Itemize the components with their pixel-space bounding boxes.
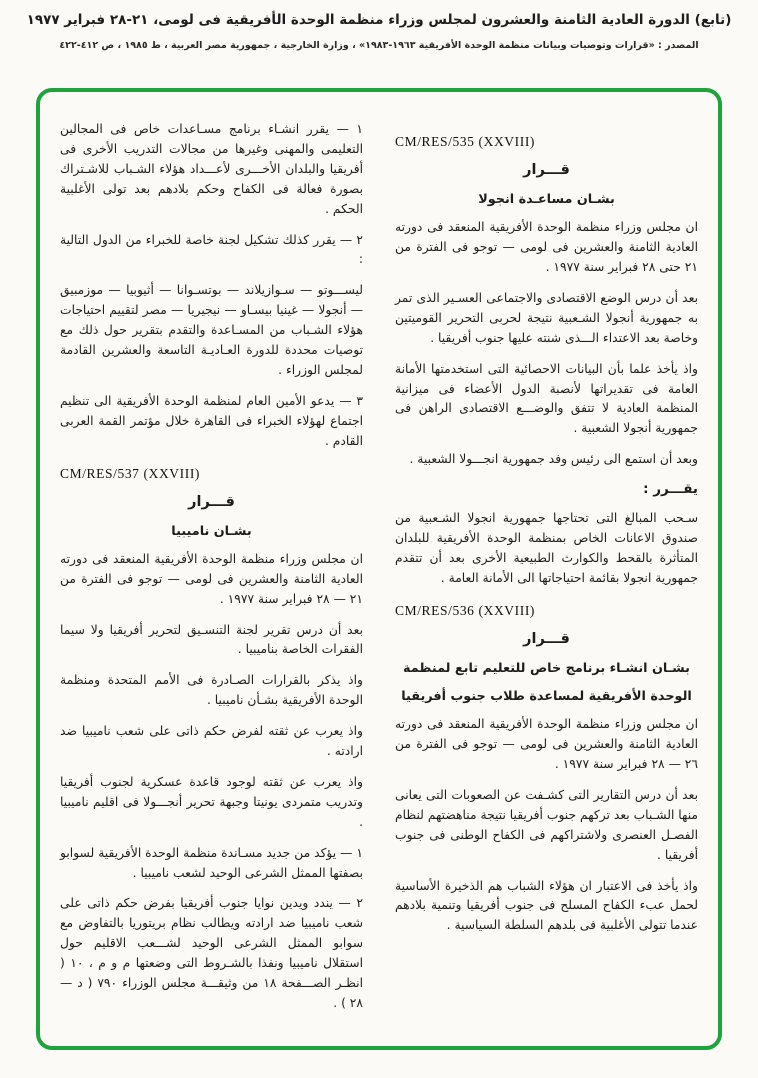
resolution-code: CM/RES/536 (XXVIII): [395, 602, 536, 618]
resolution-title: قـــرار: [188, 493, 235, 510]
header-source-line: المصدر : «قرارات وتوصيات وبيانات منظمة الوحدة الأفريقية ١٩٦٣-١٩٨٣» ، وزارة الخارجية ، جمهورية مصر العربية ، ط ١٩٨٥ ، ص ٤١٢-٤٢٢: [59, 40, 699, 51]
column-right: [395, 120, 698, 1026]
paragraph: بعد أن درس تقرير لجنة التنسـيق لتحرير أفريقيا ولا سيما الفقرات الخاصة بناميبيا .: [60, 622, 363, 657]
column-left: [60, 120, 363, 1026]
paragraph: واذ يعرب عن ثقته لوجود قاعدة عسكرية لجنوب أفريقيا وتدريب متمردى يونيتا وجبهة تحرير أنجـــولا فى اقليم ناميبيا .: [60, 774, 363, 829]
paragraph: بعد أن درس التقارير التى كشـفت عن الصعوبات التى يعانى منها الشـباب بعد تركهم جنوب أفريقيا نتيجة مناهضتهم لنظام الفصـل العنصرى ولاشتراكهم فى الكفاح الوطنى فى جنوب أفريقيا .: [395, 787, 698, 862]
paragraph: واذ يذكر بالقرارات الصـادرة فى الأمم المتحدة ومنظمة الوحدة الأفريقية بشـأن ناميبيا .: [60, 673, 363, 708]
resolution-subject: الوحدة الأفريقية لمساعدة طلاب جنوب أفريقيا: [401, 688, 692, 704]
content-frame: [36, 88, 722, 1050]
paragraph: ٢ — يندد ويدين نوايا جنوب أفريقيا بفرض حكم ذاتى على شعب ناميبيا ضد ارادته ويطالب نظام بريتوريا بالتفاوض مع سوابو الممثل الشرعى الوحيد لشـــعب الاقليم حول استقلال ناميبيا ونفذا بالشـروط التى وضعتها م و م ، ١٠ ( انظـر الصـــفحة ١٨ من وثيقـــة مجلس الوزراء ٧٩٠ ( د — ٢٨ ) .: [60, 896, 363, 1010]
paragraph: واذ يأخذ فى الاعتبار ان هؤلاء الشباب هم الذخيرة الأساسية لحمل عبء الكفاح المسلح فى جنوب أفريقيا وتنمية بلادهم عندما تتولى الأغلبية فى بلدهم السلطة السياسية .: [395, 878, 698, 933]
two-column-layout: [60, 120, 698, 1026]
header-session-title: (تابع) الدورة العادية الثامنة والعشرون لمجلس وزراء منظمة الوحدة الأفريقية فى لومى، ٢١-٢٨ فبراير ١٩٧٧: [26, 12, 732, 28]
resolution-subject: بشـان انشـاء برنامج خاص للتعليم تابع لمنظمة: [403, 660, 690, 676]
resolution-code: CM/RES/535 (XXVIII): [395, 134, 536, 149]
paragraph: ١ — يقرر انشـاء برنامج مسـاعدات خاص فى المجالين التعليمى والمهنى وغيرها من مجالات التدريب الأخرى فى أفريقيا والبلدان الأخـــرى لأعـــداد هؤلاء الشـباب للاشـتراك بصورة فعالة فى الكفاح وحكم بلادهم بعد تولى الأغلبية الحكم .: [60, 122, 363, 216]
paragraph: ليســـوتو — سـوازيلاند — بوتسـوانا — أثيوبيا — موزمبيق — أنجولا — غينيا بيسـاو — نيجيريا — مصر لتقييم احتياجات هؤلاء الشـباب من المسـاعدة والتقدم بتقرير حول ذلك مع توصيات محددة للدورة العـاديـة التاسعة والعشرين القادمة لمجلس الوزراء .: [60, 283, 363, 377]
resolution-subject: بشـان ناميبيا: [171, 523, 252, 539]
paragraph: وبعد أن استمع الى رئيس وفد جمهورية انجـــولا الشعبية .: [409, 452, 698, 467]
paragraph: ان مجلس وزراء منظمة الوحدة الأفريقية المنعقد فى دورته العادية الثامنة والعشرين فى لومى — توجو فى الفترة من ٢٦ — ٢٨ فبراير سنة ١٩٧٧ .: [395, 717, 698, 771]
decree-heading: يقـــرر :: [643, 481, 698, 498]
paragraph: ان مجلس وزراء منظمة الوحدة الأفريقية المنعقد فى دورته العادية الثامنة والعشرين فى لومى — توجو فى الفترة من ٢١ حتى ٢٨ فبراير سنة ١٩٧٧ .: [395, 220, 698, 274]
paragraph: سـحب المبالغ التى تحتاجها جمهورية انجولا الشـعبية من صندوق الاعانات الخاص بمنظمة الوحدة الأفريقية للبلدان المتأثرة بالقحط والكوارث الطبيعية الأخرى بعد أن تتقدم جمهورية انجولا بقائمة احتياجاتها الى الأمانة العامة .: [395, 511, 698, 585]
paragraph: ١ — يؤكد من جديد مسـاندة منظمة الوحدة الأفريقية لسوابو بصفتها الممثل الشرعى الوحيد لشعب ناميبيا .: [60, 845, 363, 880]
resolution-title: قـــرار: [523, 630, 570, 647]
paragraph: ٣ — يدعو الأمين العام لمنظمة الوحدة الأفريقية الى تنظيم اجتماع لهؤلاء الخبراء فى القاهرة خلال مؤتمر القمة العربى القادم .: [60, 393, 363, 448]
paragraph: ٢ — يقرر كذلك تشكيل لجنة خاصة للخبراء من الدول التالية :: [60, 232, 363, 267]
paragraph: ان مجلس وزراء منظمة الوحدة الأفريقية المنعقد فى دورته العادية الثامنة والعشرين فى لومى — توجو فى الفترة من ٢١ — ٢٨ فبراير سنة ١٩٧٧ .: [60, 551, 363, 606]
paragraph: واذ يعرب عن ثقته لفرض حكم ذاتى على شعب ناميبيا ضد ارادته .: [60, 724, 363, 759]
paragraph: بعد أن درس الوضع الاقتصادى والاجتماعى العسـير الذى تمر به جمهورية أنجولا الشـعبية نتيجة لحربى التحرير القوميتين وخاصة بعد الاعتداء الـــذى شنته عليها جنوب أفريقيا .: [395, 290, 698, 345]
resolution-title: قـــرار: [523, 162, 570, 178]
resolution-subject: بشـان مساعـدة انجولا: [478, 192, 615, 207]
paragraph: واذ يأخذ علما بأن البيانات الاحصائية التى استخدمتها الأمانة العامة فى تقديراتها لأنصبة الدول الأعضاء فى ميزانية المنظمة العادية لا تتفق والوضـــع الاقتصادى الراهن فى جمهورية أنجولا الشعبية .: [395, 361, 698, 436]
page-header: [0, 0, 758, 51]
resolution-code: CM/RES/537 (XXVIII): [60, 465, 201, 481]
